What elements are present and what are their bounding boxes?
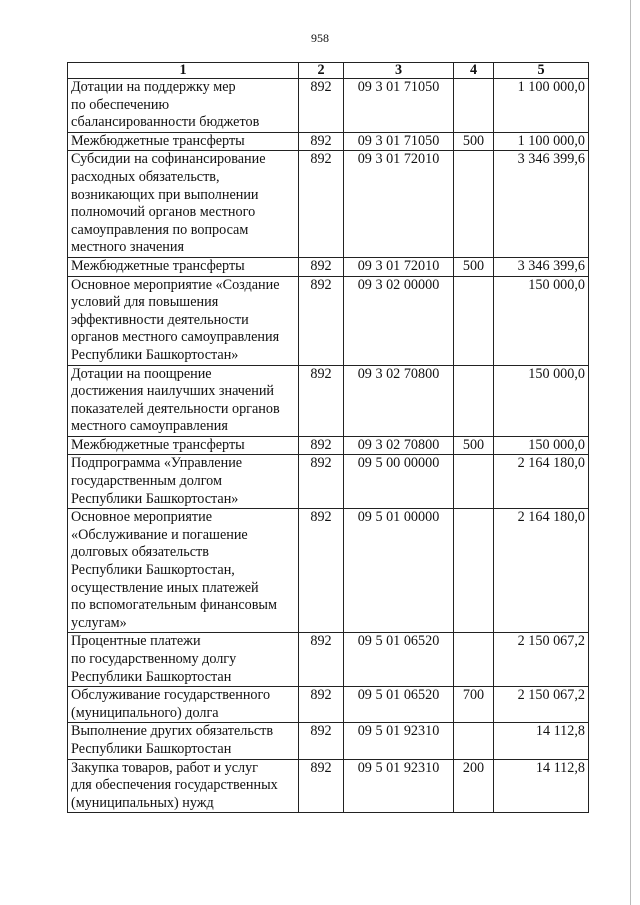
row-target-article-cell: 09 5 01 00000 <box>344 509 454 633</box>
row-target-article-cell: 09 3 01 72010 <box>344 151 454 258</box>
table-row <box>68 455 589 509</box>
column-header-2: 2 <box>299 63 344 79</box>
row-amount-cell: 2 150 067,2 <box>494 633 589 687</box>
row-name-cell: Межбюджетные трансферты <box>68 257 299 276</box>
row-expense-type-cell <box>454 151 494 258</box>
table-row <box>68 79 589 133</box>
row-amount-cell: 150 000,0 <box>494 436 589 455</box>
column-header-1: 1 <box>68 63 299 79</box>
row-amount-cell: 1 100 000,0 <box>494 132 589 151</box>
row-target-article-cell: 09 3 01 72010 <box>344 257 454 276</box>
row-amount-cell: 150 000,0 <box>494 365 589 436</box>
row-target-article-cell: 09 3 02 70800 <box>344 436 454 455</box>
row-code-cell: 892 <box>299 365 344 436</box>
row-name-cell: Основное мероприятие «Создание условий для повышения эффективности деятельности органов местного самоуправления Республики Башкортостан» <box>68 276 299 365</box>
row-expense-type-cell <box>454 365 494 436</box>
table-row <box>68 436 589 455</box>
table-row <box>68 151 589 258</box>
row-name-cell: Подпрограмма «Управление государственным долгом Республики Башкортостан» <box>68 455 299 509</box>
row-expense-type-cell: 500 <box>454 132 494 151</box>
row-amount-cell: 2 164 180,0 <box>494 509 589 633</box>
row-name-cell: Процентные платежи по государственному долгу Республики Башкортостан <box>68 633 299 687</box>
column-header-4: 4 <box>454 63 494 79</box>
row-name-cell: Обслуживание государственного (муниципального) долга <box>68 687 299 723</box>
row-code-cell: 892 <box>299 79 344 133</box>
row-code-cell: 892 <box>299 257 344 276</box>
row-expense-type-cell: 500 <box>454 436 494 455</box>
table-row <box>68 257 589 276</box>
row-amount-cell: 3 346 399,6 <box>494 151 589 258</box>
row-amount-cell: 14 112,8 <box>494 759 589 813</box>
table-body <box>68 79 589 813</box>
row-target-article-cell: 09 5 01 92310 <box>344 759 454 813</box>
row-amount-cell: 2 150 067,2 <box>494 687 589 723</box>
row-amount-cell: 1 100 000,0 <box>494 79 589 133</box>
row-name-cell: Дотации на поддержку мер по обеспечению сбалансированности бюджетов <box>68 79 299 133</box>
row-amount-cell: 3 346 399,6 <box>494 257 589 276</box>
table-row <box>68 759 589 813</box>
row-expense-type-cell: 200 <box>454 759 494 813</box>
row-code-cell: 892 <box>299 276 344 365</box>
row-expense-type-cell <box>454 633 494 687</box>
row-expense-type-cell <box>454 276 494 365</box>
row-expense-type-cell: 700 <box>454 687 494 723</box>
row-code-cell: 892 <box>299 455 344 509</box>
table-row <box>68 509 589 633</box>
row-code-cell: 892 <box>299 132 344 151</box>
row-name-cell: Дотации на поощрение достижения наилучших значений показателей деятельности органов местного самоуправления <box>68 365 299 436</box>
row-name-cell: Выполнение других обязательств Республики Башкортостан <box>68 723 299 759</box>
row-name-cell: Межбюджетные трансферты <box>68 132 299 151</box>
row-target-article-cell: 09 3 01 71050 <box>344 132 454 151</box>
row-expense-type-cell <box>454 509 494 633</box>
column-header-5: 5 <box>494 63 589 79</box>
row-name-cell: Межбюджетные трансферты <box>68 436 299 455</box>
row-code-cell: 892 <box>299 633 344 687</box>
column-header-3: 3 <box>344 63 454 79</box>
row-target-article-cell: 09 3 02 00000 <box>344 276 454 365</box>
row-amount-cell: 2 164 180,0 <box>494 455 589 509</box>
row-expense-type-cell <box>454 79 494 133</box>
row-target-article-cell: 09 5 00 00000 <box>344 455 454 509</box>
table-row <box>68 276 589 365</box>
row-expense-type-cell: 500 <box>454 257 494 276</box>
row-name-cell: Субсидии на софинансирование расходных обязательств, возникающих при выполнении полномочий органов местного самоуправления по вопросам местного значения <box>68 151 299 258</box>
row-target-article-cell: 09 3 01 71050 <box>344 79 454 133</box>
row-name-cell: Закупка товаров, работ и услуг для обеспечения государственных (муниципальных) нужд <box>68 759 299 813</box>
row-code-cell: 892 <box>299 436 344 455</box>
row-code-cell: 892 <box>299 723 344 759</box>
row-code-cell: 892 <box>299 687 344 723</box>
row-code-cell: 892 <box>299 151 344 258</box>
table-header-row <box>68 63 589 79</box>
row-name-cell: Основное мероприятие «Обслуживание и погашение долговых обязательств Республики Башкортостан, осуществление иных платежей по вспомогательным финансовым услугам» <box>68 509 299 633</box>
row-target-article-cell: 09 5 01 06520 <box>344 687 454 723</box>
row-code-cell: 892 <box>299 759 344 813</box>
row-expense-type-cell <box>454 455 494 509</box>
row-target-article-cell: 09 3 02 70800 <box>344 365 454 436</box>
table-row <box>68 132 589 151</box>
row-amount-cell: 14 112,8 <box>494 723 589 759</box>
row-target-article-cell: 09 5 01 92310 <box>344 723 454 759</box>
table-row <box>68 687 589 723</box>
row-code-cell: 892 <box>299 509 344 633</box>
table-row <box>68 633 589 687</box>
row-expense-type-cell <box>454 723 494 759</box>
page-number: 958 <box>311 31 329 45</box>
page-edge-line <box>630 0 631 905</box>
row-amount-cell: 150 000,0 <box>494 276 589 365</box>
budget-table <box>67 62 589 813</box>
table-row <box>68 365 589 436</box>
row-target-article-cell: 09 5 01 06520 <box>344 633 454 687</box>
table-row <box>68 723 589 759</box>
